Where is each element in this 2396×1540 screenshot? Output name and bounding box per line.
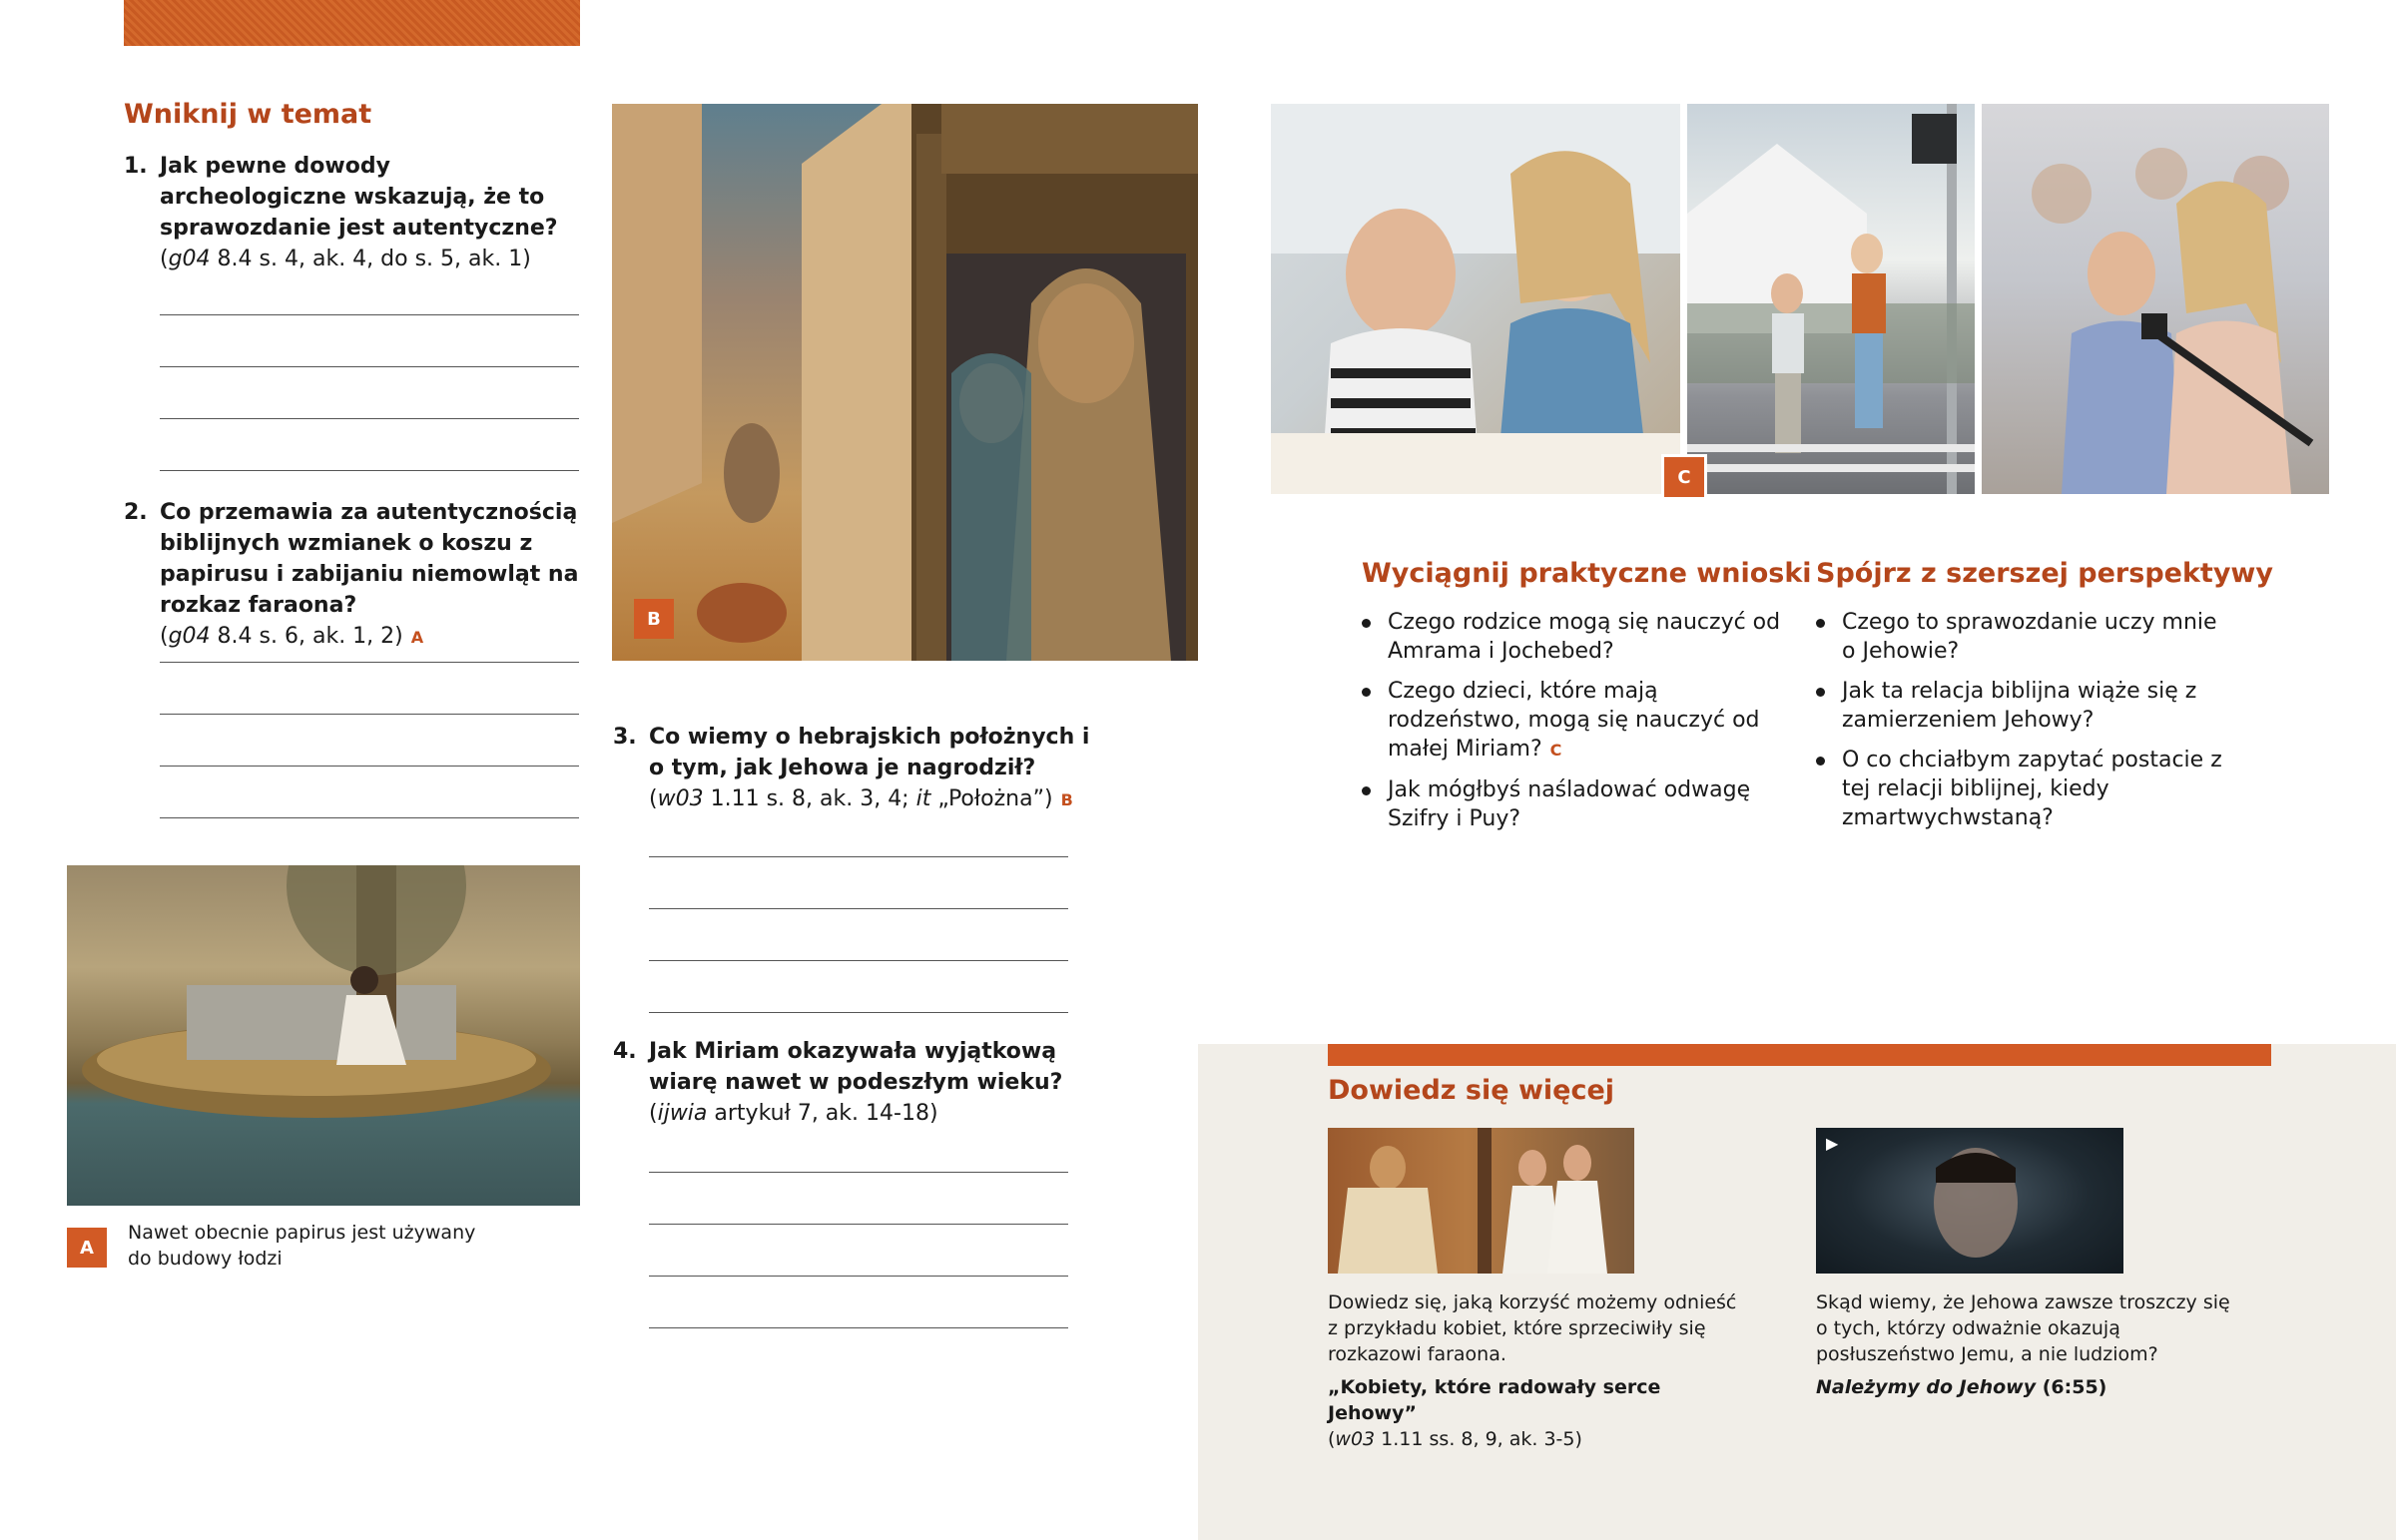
publication-ref: it xyxy=(915,786,931,811)
answer-line[interactable] xyxy=(160,314,579,315)
answer-line[interactable] xyxy=(649,856,1068,857)
card1-description: Dowiedz się, jaką korzyść możemy odnieść z przykładu kobiet, które sprzeciwiły się rozkazowi faraona. xyxy=(1328,1291,1737,1365)
answer-line[interactable] xyxy=(160,817,579,818)
answer-line[interactable] xyxy=(649,1276,1068,1277)
video-thumbnail-women-pharaoh[interactable] xyxy=(1328,1128,1634,1274)
answer-line[interactable] xyxy=(160,470,579,471)
question-text: Jak pewne dowody archeologiczne wskazują, że to sprawozdanie jest autentyczne? xyxy=(160,154,558,241)
question-number: 1. xyxy=(124,154,148,179)
card1-title[interactable]: „Kobiety, które radowały serce Jehowy” xyxy=(1328,1376,1661,1424)
papyrus-boat-photo xyxy=(67,865,580,1206)
video-thumbnail-belong-to-jehovah[interactable] xyxy=(1816,1128,2123,1274)
header-texture-bar xyxy=(124,0,580,46)
children-drawing-photo xyxy=(1271,104,1680,494)
section-heading-perspective: Spójrz z szerszej perspektywy xyxy=(1816,558,2273,589)
girl-speaking-meeting-photo xyxy=(1982,104,2329,494)
answer-line[interactable] xyxy=(649,1012,1068,1013)
answer-line[interactable] xyxy=(160,418,579,419)
video-duration: (6:55) xyxy=(2036,1376,2107,1398)
children-crosswalk-photo xyxy=(1687,104,1975,494)
question-4: 4. Jak Miriam okazywała wyjątkową wiarę nawet w podeszłym wieku? (ijwia artykuł 7, ak. 14-18) xyxy=(613,1036,1092,1129)
publication-ref: ijwia xyxy=(657,1101,708,1126)
image-tag: A xyxy=(410,628,424,647)
midwives-illustration xyxy=(612,104,1198,661)
publication-ref: g04 xyxy=(168,247,211,271)
question-3: 3. Co wiemy o hebrajskich położnych i o tym, jak Jehowa je nagrodził? (w03 1.11 s. 8, ak. 3, 4; it „Położna”) B xyxy=(613,722,1092,815)
perspective-list xyxy=(1814,608,2233,843)
question-1: 1. Jak pewne dowody archeologiczne wskazują, że to sprawozdanie jest autentyczne? (g04 8.4 s. 4, ak. 4, do s. 5, ak. 1) xyxy=(124,151,583,274)
answer-line[interactable] xyxy=(160,662,579,663)
image-tag: B xyxy=(1060,790,1073,809)
learn-more-accent-bar xyxy=(1328,1044,2271,1066)
list-item: Czego to sprawozdanie uczy mnie o Jehowie? xyxy=(1814,608,2233,666)
section-heading-practical: Wyciągnij praktyczne wnioski xyxy=(1362,558,1812,589)
question-text: Jak Miriam okazywała wyjątkową wiarę nawet w podeszłym wieku? xyxy=(649,1039,1063,1095)
answer-line[interactable] xyxy=(649,1172,1068,1173)
answer-line[interactable] xyxy=(160,766,579,767)
question-number: 4. xyxy=(613,1039,637,1064)
list-item: Czego rodzice mogą się nauczyć od Amrama i Jochebed? xyxy=(1360,608,1789,666)
list-item: Jak mógłbyś naśladować odwagę Szifry i Puy? xyxy=(1360,775,1789,833)
list-item: Czego dzieci, które mają rodzeństwo, mogą się nauczyć od małej Miriam? C xyxy=(1360,677,1789,765)
section-heading-learn-more: Dowiedz się więcej xyxy=(1328,1075,1615,1106)
answer-line[interactable] xyxy=(649,908,1068,909)
answer-line[interactable] xyxy=(160,714,579,715)
question-text: Co przemawia za autentycznością biblijnych wzmianek o koszu z papirusu i zabijaniu niemowląt na rozkaz faraona? xyxy=(160,500,579,618)
publication-ref: g04 xyxy=(168,624,211,649)
publication-ref: w03 xyxy=(1335,1428,1376,1450)
card1-link[interactable]: „Kobiety, które radowały serce Jehowy” (w03 1.11 ss. 8, 9, ak. 3-5) xyxy=(1328,1376,1661,1450)
answer-line[interactable] xyxy=(160,366,579,367)
list-item: O co chciałbym zapytać postacie z tej relacji biblijnej, kiedy zmartwychwstaną? xyxy=(1814,746,2233,832)
question-number: 3. xyxy=(613,725,637,750)
caption-badge-a: A xyxy=(67,1228,107,1268)
card2-link[interactable] xyxy=(1816,1374,2245,1400)
card2-title[interactable]: Należymy do Jehowy xyxy=(1816,1376,2037,1398)
photo-badge-c: C xyxy=(1661,454,1707,500)
practical-list xyxy=(1360,608,1789,844)
photo-caption: Nawet obecnie papirus jest używany do budowy łodzi xyxy=(128,1222,476,1270)
answer-line[interactable] xyxy=(649,1224,1068,1225)
card2-description: Skąd wiemy, że Jehowa zawsze troszczy się o tych, którzy odważnie okazują posłuszeństwo Jemu, a nie ludziom? xyxy=(1816,1291,2230,1365)
image-badge-b: B xyxy=(634,599,674,639)
question-text: Co wiemy o hebrajskich położnych i o tym, jak Jehowa je nagrodził? xyxy=(649,725,1090,780)
list-item: Jak ta relacja biblijna wiąże się z zamierzeniem Jehowy? xyxy=(1814,677,2233,735)
question-number: 2. xyxy=(124,500,148,525)
answer-line[interactable] xyxy=(649,1327,1068,1328)
answer-line[interactable] xyxy=(649,960,1068,961)
play-icon[interactable]: ▶ xyxy=(1826,1136,1839,1153)
publication-ref: w03 xyxy=(657,786,704,811)
question-2: 2. Co przemawia za autentycznością biblijnych wzmianek o koszu z papirusu i zabijaniu niemowląt na rozkaz faraona? (g04 8.4 s. 6, ak. 1, 2) A xyxy=(124,497,593,653)
section-heading-explore: Wniknij w temat xyxy=(124,99,372,130)
image-tag: C xyxy=(1549,741,1562,760)
